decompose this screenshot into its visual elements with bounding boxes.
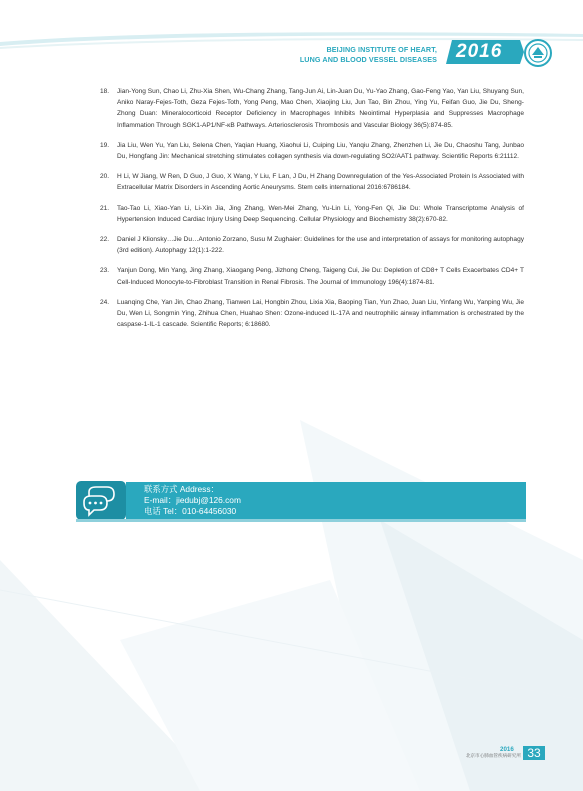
page-number: 33	[523, 746, 545, 760]
reference-item	[100, 234, 524, 256]
reference-text: Jian-Yong Sun, Chao Li, Zhu-Xia Shen, Wu-Chang Zhang, Tang-Jun Ai, Lin-Juan Du, Yu-Yao Zhang, Gao-Feng Yao, Yan Liu, Shuyang Sun, Aniko Naray-Fejes-Toth, Geza Fejes-Toth, Yong Peng, Mao Chen, Xiaojing Liu, Jun Tao, Bin Zhou, Ying Yu, Feifan Guo, Jie Du, Sheng-Zhong Duan: Mineralocorticoid Receptor Deficiency in Macrophages Inhibits Neointimal Hyperplasia and Suppresses Macrophage Inflammation Through SGK1-AP1/NF-κB Pathways. Arteriosclerosis Thrombosis and Vascular Biology 36(5):874-85.	[117, 88, 524, 129]
reference-text: H Li, W Jiang, W Ren, D Guo, J Guo, X Wang, Y Liu, F Lan, J Du, H Zhang Downregulation of the Yes-Associated Protein Is Associated with Extracellular Matrix Disorders in Ascending Aortic Aneurysms. Stem cells international 2016:6786184.	[117, 173, 524, 192]
footer-institute-name: 北京市心肺血管疾病研究所	[465, 753, 521, 758]
contact-info	[144, 484, 241, 517]
reference-list	[100, 86, 524, 339]
footer-year: 2016	[500, 746, 514, 753]
contact-phone: 电话 Tel：010-64456030	[144, 506, 237, 516]
reference-number: 21.	[100, 204, 110, 212]
header-org-line2: LUNG AND BLOOD VESSEL DISEASES	[299, 54, 437, 64]
reference-number: 22.	[100, 236, 110, 244]
reference-number: 19.	[100, 141, 110, 149]
header-org-line1: BEIJING INSTITUTE OF HEART,	[326, 45, 437, 54]
contact-heading: 联系方式 Address：	[144, 484, 219, 494]
reference-item	[100, 86, 524, 131]
reference-number: 23.	[100, 267, 110, 275]
reference-number: 20.	[100, 173, 110, 181]
reference-text: Yanjun Dong, Min Yang, Jing Zhang, Xiaogang Peng, Jizhong Cheng, Taigeng Cui, Jie Du: Depletion of CD8+ T Cells Exacerbates CD4+ T Cell-Induced Monocyte-to-Fibroblast Transition in Renal Fibrosis. The Journal of Immunology 196(4):1874-81.	[117, 267, 524, 286]
reference-text: Tao-Tao Li, Xiao-Yan Li, Li-Xin Jia, Jing Zhang, Wen-Mei Zhang, Yu-Lin Li, Yong-Fen Qi, Jie Du: Whole Transcriptome Analysis of Hypertension Induced Cardiac Injury Using Deep Sequencing. Cellular Physiology and Biochemistry 38(2):670-82.	[117, 204, 524, 223]
header-year: 2016	[456, 41, 503, 62]
institute-logo-icon	[523, 38, 553, 68]
reference-item	[100, 203, 524, 225]
header-institute-name	[217, 45, 437, 64]
reference-number: 18.	[100, 88, 110, 95]
reference-number: 24.	[100, 298, 110, 306]
chat-bubbles-icon	[80, 484, 120, 520]
reference-text: Jia Liu, Wen Yu, Yan Liu, Selena Chen, Yaqian Huang, Xiaohui Li, Cuiping Liu, Yanqiu Zhang, Zhenzhen Li, Jie Du, Chaoshu Tang, Junbao Du, Hongfang Jin: Mechanical stretching stimulates collagen synthesis via down-regulating SO2/AAT1 pathway. Scientific Reports 6:21112.	[117, 141, 524, 161]
reference-text: Daniel J Klionsky…Jie Du…Antonio Zorzano, Susu M Zughaier: Guidelines for the use and interpretation of assays for monitoring autophagy (3rd edition). Autophagy 12(1):1-222.	[117, 236, 524, 255]
reference-text: Luanqing Che, Yan Jin, Chao Zhang, Tianwen Lai, Hongbin Zhou, Lixia Xia, Baoping Tian, Yun Zhao, Juan Liu, Yinfang Wu, Yanping Wu, Jie Du, Wen Li, Songmin Ying, Zhihua Chen, Huahao Shen: Ozone-induced IL-17A and neutrophilic airway inflammation is orchestrated by the caspase-1-IL-1 cascade. Scientific Reports; 6:18680.	[117, 298, 524, 329]
reference-item	[100, 265, 524, 287]
reference-item	[100, 140, 524, 162]
reference-item	[100, 171, 524, 193]
reference-item	[100, 297, 524, 331]
contact-email[interactable]: E-mail：jiedubj@126.com	[144, 495, 241, 505]
